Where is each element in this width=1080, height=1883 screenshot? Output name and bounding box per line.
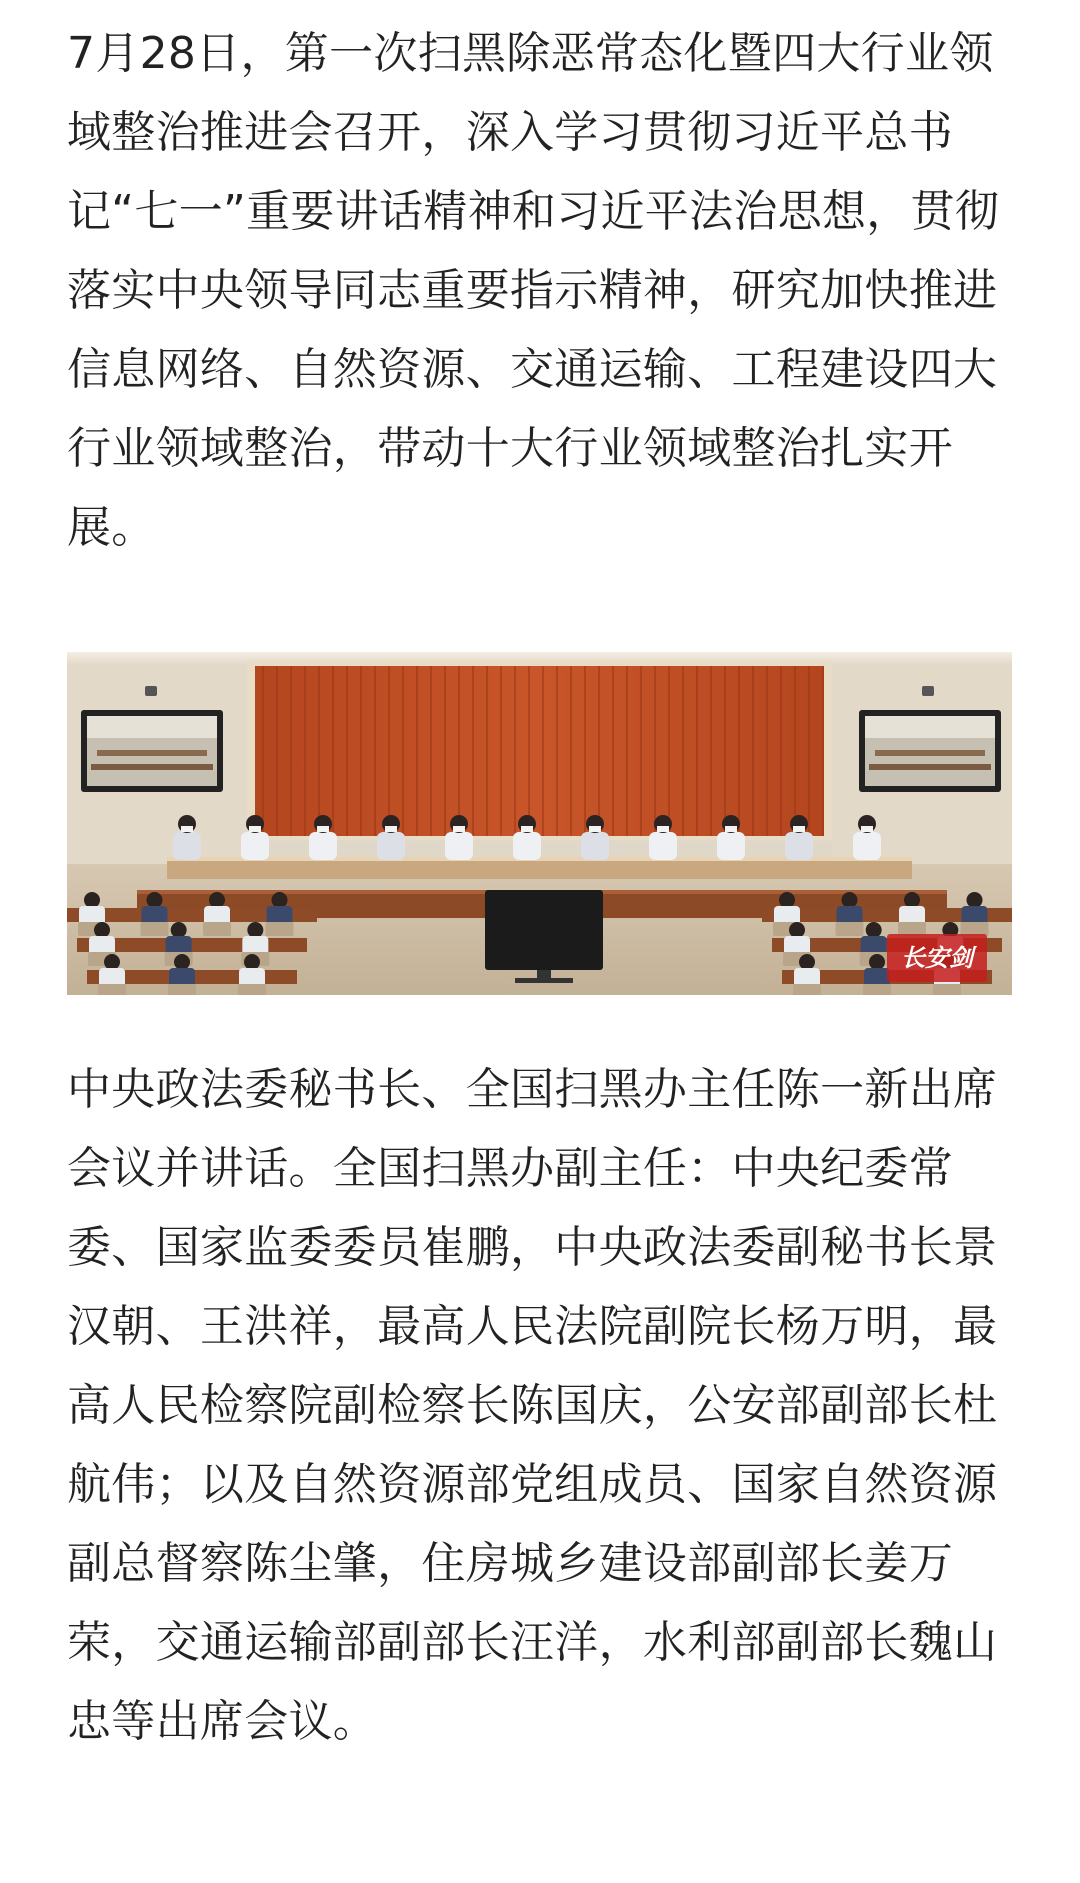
watermark-text: 长安剑 bbox=[901, 943, 973, 972]
meeting-photo bbox=[67, 652, 1012, 995]
article-paragraph-intro: 7月28日，第一次扫黑除恶常态化暨四大行业领域整治推进会召开，深入学习贯彻习近平总书记“七一”重要讲话精神和习近平法治思想，贯彻落实中央领导同志重要指示精神，研究加快推进信息网络、自然资源、交通运输、工程建设四大行业领域整治，带动十大行业领域整治扎实开展。 bbox=[67, 28, 1000, 553]
article-paragraph-attendees: 中央政法委秘书长、全国扫黑办主任陈一新出席会议并讲话。全国扫黑办副主任：中央纪委常委、国家监委委员崔鹏，中央政法委副秘书长景汉朝、王洪祥，最高人民法院副院长杨万明，最高人民检察院副检察长陈国庆，公安部副部长杜航伟；以及自然资源部党组成员、国家自然资源副总督察陈尘肇，住房城乡建设部副部长姜万荣，交通运输部副部长汪洋，水利部副部长魏山忠等出席会议。 bbox=[67, 1064, 998, 1747]
